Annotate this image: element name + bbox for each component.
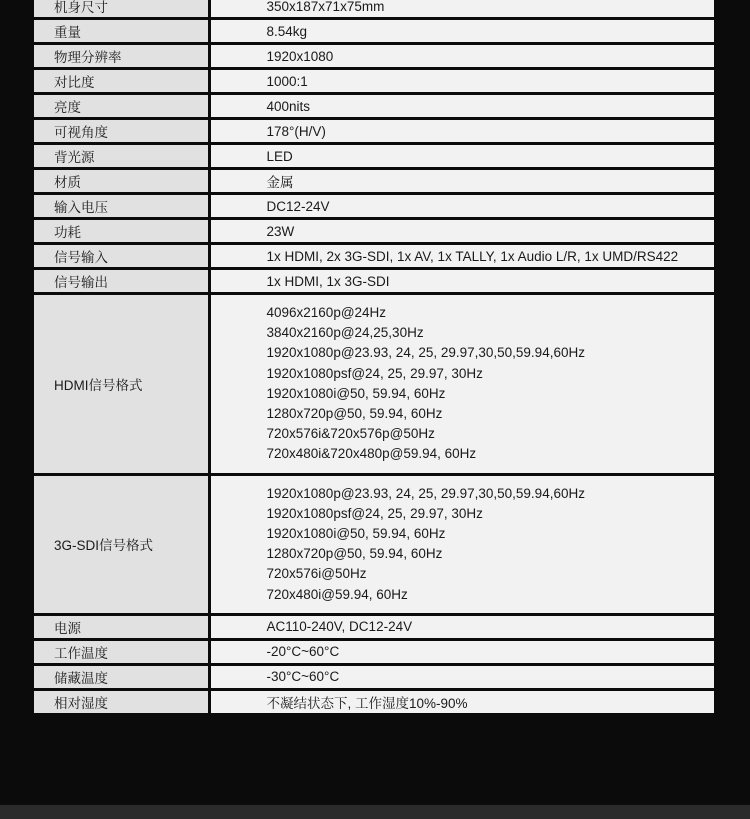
spec-label: 输入电压 [34,194,209,219]
spec-row-power [34,219,714,244]
format-list [209,474,714,614]
spec-row-resolution [34,44,714,69]
spec-value: 8.54kg [209,19,714,44]
spec-row-brightness [34,94,714,119]
spec-label: 重量 [34,19,209,44]
spec-value: 1920x1080 [209,44,714,69]
spec-value: AC110-240V, DC12-24V [209,614,714,639]
spec-row-humidity [34,689,714,714]
spec-value: 400nits [209,94,714,119]
spec-label: 相对湿度 [34,689,209,714]
spec-row-input-voltage [34,194,714,219]
format-line: 1920x1080psf@24, 25, 29.97, 30Hz [266,505,483,521]
spec-value: -30°C~60°C [209,664,714,689]
format-line: 720x480i&720x480p@59.94, 60Hz [266,446,477,462]
spec-row-viewing-angle [34,119,714,144]
spec-value: 不凝结状态下, 工作湿度10%-90% [209,689,714,714]
spec-row-dimensions [34,0,714,19]
spec-value: 23W [209,219,714,244]
spec-row-weight [34,19,714,44]
spec-value: 350x187x71x75mm [209,0,714,19]
spec-value: -20°C~60°C [209,639,714,664]
format-line: 1920x1080psf@24, 25, 29.97, 30Hz [266,365,483,381]
spec-label: 机身尺寸 [34,0,209,19]
spec-label: 工作温度 [34,639,209,664]
spec-label: 材质 [34,169,209,194]
spec-row-signal-input [34,244,714,269]
spec-value: 1000:1 [209,69,714,94]
format-list [209,294,714,475]
spec-table [34,0,714,716]
format-line: 720x576i@50Hz [266,566,367,582]
format-line: 1920x1080i@50, 59.94, 60Hz [266,526,446,542]
format-line: 1280x720p@50, 59.94, 60Hz [266,406,443,422]
spec-label: 信号输入 [34,244,209,269]
format-line: 720x480i@59.94, 60Hz [266,586,408,602]
format-line: 1920x1080p@23.93, 24, 25, 29.97,30,50,59.94,60Hz [266,345,585,361]
spec-label: 亮度 [34,94,209,119]
format-line: 1920x1080p@23.93, 24, 25, 29.97,30,50,59.94,60Hz [266,485,585,501]
format-line: 1920x1080i@50, 59.94, 60Hz [266,385,446,401]
spec-label: 功耗 [34,219,209,244]
spec-label: 电源 [34,614,209,639]
spec-value: 金属 [209,169,714,194]
format-line: 720x576i&720x576p@50Hz [266,426,435,442]
spec-label: 对比度 [34,69,209,94]
format-line: 4096x2160p@24Hz [266,305,387,320]
spec-label: 储藏温度 [34,664,209,689]
spec-row-storage-temp [34,664,714,689]
spec-label: HDMI信号格式 [34,294,209,475]
spec-row-hdmi-formats [34,294,714,475]
bottom-band [0,805,750,819]
spec-row-power-supply [34,614,714,639]
spec-row-material [34,169,714,194]
spec-value: DC12-24V [209,194,714,219]
spec-row-backlight [34,144,714,169]
spec-value: 1x HDMI, 2x 3G-SDI, 1x AV, 1x TALLY, 1x Audio L/R, 1x UMD/RS422 [209,244,714,269]
spec-value: LED [209,144,714,169]
spec-label: 背光源 [34,144,209,169]
format-line: 3840x2160p@24,25,30Hz [266,325,424,341]
format-line: 1280x720p@50, 59.94, 60Hz [266,546,443,562]
spec-row-signal-output [34,269,714,294]
spec-value: 178°(H/V) [209,119,714,144]
spec-row-operating-temp [34,639,714,664]
spec-label: 可视角度 [34,119,209,144]
spec-label: 信号输出 [34,269,209,294]
spec-label: 3G-SDI信号格式 [34,474,209,614]
spec-value: 1x HDMI, 1x 3G-SDI [209,269,714,294]
spec-row-contrast [34,69,714,94]
spec-row-sdi-formats [34,474,714,614]
spec-label: 物理分辨率 [34,44,209,69]
